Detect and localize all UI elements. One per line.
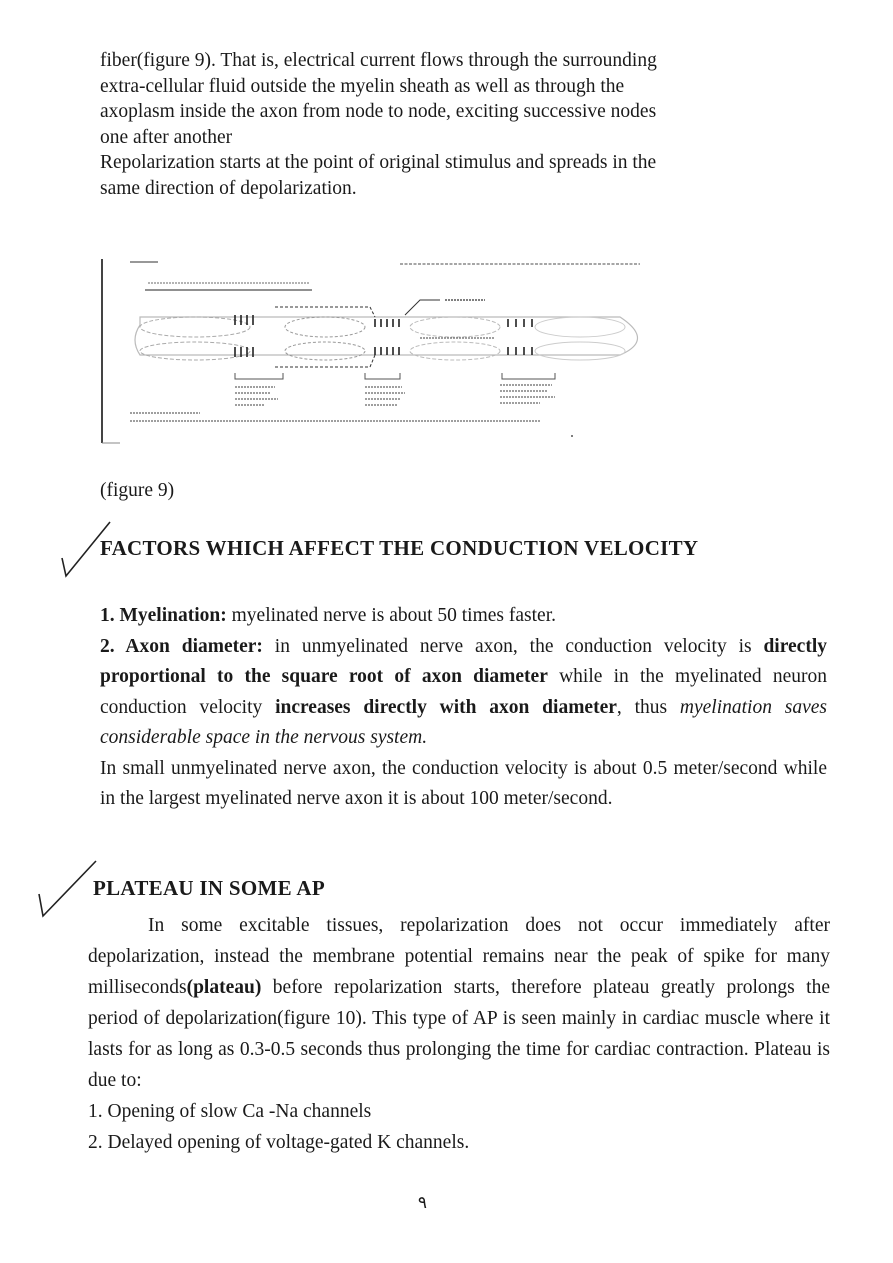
saltatory-conduction-figure [100, 255, 660, 445]
section-heading-conduction-velocity: FACTORS WHICH AFFECT THE CONDUCTION VELOCITY [100, 536, 699, 560]
factor-italic: myelination saves considerable space in the nervous system. [100, 696, 827, 748]
factor-emphasis: increases directly with axon diameter [275, 696, 617, 718]
factor-axon-diameter [100, 632, 827, 754]
repolarization-line: same direction of depolarization. [100, 177, 357, 199]
page-number: ٩ [417, 1193, 428, 1212]
factor-text: myelinated nerve is about 50 times faster. [226, 605, 556, 626]
factor-text: in unmyelinated nerve axon, the conduction velocity is [262, 635, 764, 657]
factor-emphasis: directly proportional to the square root of axon diameter [100, 635, 827, 687]
figure-caption: (figure 9) [100, 480, 175, 501]
plateau-list-item: 1. Opening of slow Ca -Na channels [88, 1101, 372, 1122]
repolarization-paragraph [100, 150, 748, 201]
plateau-paragraph [88, 910, 830, 1096]
factor-label: 2. Axon diameter: [100, 635, 263, 657]
factor-label: 1. Myelination: [100, 605, 227, 626]
repolarization-line: Repolarization starts at the point of original stimulus and spreads in the [100, 152, 657, 173]
conduction-speed-paragraph: In small unmyelinated nerve axon, the conduction velocity is about 0.5 meter/second while in the largest myelinated nerve axon it is about 100 meter/second. [100, 757, 827, 809]
plateau-section [88, 910, 830, 1158]
intro-line: one after another [100, 126, 233, 148]
factor-text: , thus [616, 696, 680, 718]
plateau-text: before repolarization starts, therefore plateau greatly prolongs the period of depolarization(figure 10). This type of AP is seen mainly in cardiac muscle where it lasts for as long as 0.3-0.5 seconds thus prolonging the time for cardiac contraction. Plateau is due to: [88, 977, 830, 1091]
conduction-velocity-section [100, 601, 827, 815]
intro-paragraph [100, 48, 748, 150]
section-heading-plateau: PLATEAU IN SOME AP [93, 876, 325, 900]
factor-myelination [100, 601, 827, 632]
intro-line: extra-cellular fluid outside the myelin sheath as well as through the [100, 75, 625, 97]
plateau-list-item: 2. Delayed opening of voltage-gated K channels. [88, 1132, 470, 1153]
intro-line: fiber(figure 9). That is, electrical current flows through the surrounding [100, 50, 657, 71]
plateau-text: In some excitable tissues, repolarization does not occur immediately after depolarization, instead the membrane potential remains near the peak of spike for many milliseconds [88, 915, 830, 998]
axon-diagram [100, 255, 660, 445]
plateau-emphasis: (plateau) [186, 977, 262, 998]
factor-text: while in the myelinated neuron conduction velocity [100, 666, 827, 718]
intro-line: axoplasm inside the axon from node to node, exciting successive nodes [100, 101, 657, 122]
